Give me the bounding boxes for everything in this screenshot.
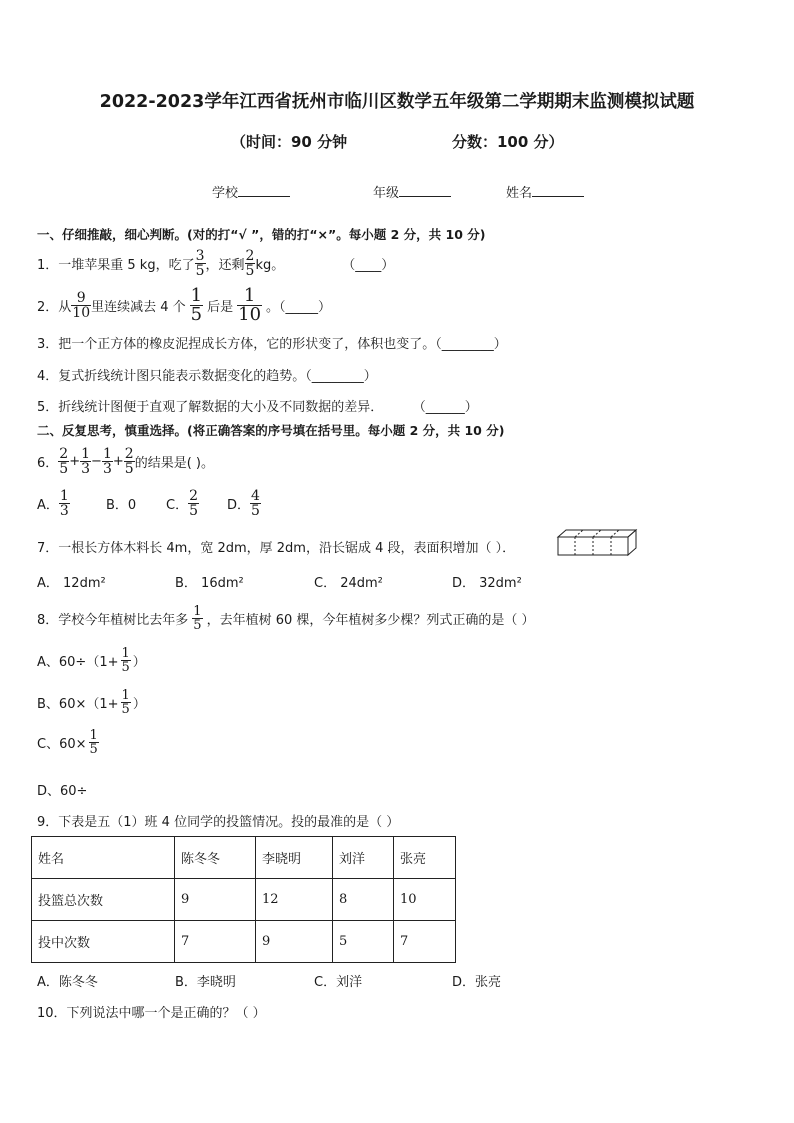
question-4: 4．复式折线统计图只能表示数据变化的趋势。（________） bbox=[37, 369, 377, 384]
table-cell: 9 bbox=[256, 921, 333, 963]
table-row bbox=[32, 921, 456, 963]
q8-option-a[interactable]: A、60÷（1+ $\frac{1}{5}$ ） bbox=[37, 645, 146, 675]
q6-option-d[interactable]: D． $\frac{4}{5}$ bbox=[227, 487, 260, 519]
q8-text-b: ，去年植树 60 棵，今年植树多少棵？列式正确的是（ ） bbox=[206, 612, 535, 628]
q6-term-3: $\frac{1}{3}$ bbox=[102, 445, 112, 477]
q8-option-b[interactable]: B、60×（1+ $\frac{1}{5}$ ） bbox=[37, 687, 146, 717]
q6-option-a[interactable]: A． $\frac{1}{3}$ bbox=[37, 487, 69, 519]
q6-term-2: $\frac{1}{3}$ bbox=[81, 445, 91, 477]
q6-label: 6． bbox=[37, 455, 59, 471]
q8-option-c-fraction: $\frac{1}{5}$ bbox=[89, 727, 98, 757]
q6-op-2: − bbox=[91, 453, 102, 469]
table-row bbox=[32, 879, 456, 921]
q1-fraction-left: $\frac{2}{5}$ bbox=[245, 247, 255, 279]
name-blank[interactable] bbox=[532, 184, 584, 197]
q8-text-a: 8．学校今年植树比去年多 bbox=[37, 612, 189, 628]
section1-heading: 一、仔细推敲，细心判断。(对的打“√ ”，错的打“×”。每小题 2 分，共 10 分) bbox=[37, 227, 486, 242]
question-6 bbox=[37, 442, 214, 480]
q1-text-b: ，还剩 bbox=[205, 257, 245, 273]
school-blank[interactable] bbox=[238, 184, 290, 197]
table-header-cell: 姓名 bbox=[32, 837, 175, 879]
q9-option-c[interactable]: C．刘洋 bbox=[314, 975, 363, 990]
q9-option-b[interactable]: B．李晓明 bbox=[175, 975, 236, 990]
grade-blank[interactable] bbox=[399, 184, 451, 197]
q6-op-3: + bbox=[112, 453, 124, 469]
q6-options bbox=[37, 484, 277, 522]
table-header-cell: 陈冬冬 bbox=[175, 837, 256, 879]
q2-fraction-result: $\frac{1}{10}$ bbox=[238, 284, 262, 325]
q9-option-a[interactable]: A．陈冬冬 bbox=[37, 975, 98, 990]
school-label: 学校 bbox=[212, 186, 239, 201]
q6-op-1: + bbox=[69, 453, 81, 469]
table-header-cell: 刘洋 bbox=[333, 837, 394, 879]
q6-term-4: $\frac{2}{5}$ bbox=[124, 445, 134, 477]
question-2 bbox=[37, 285, 331, 325]
q6-option-c[interactable]: C． $\frac{2}{5}$ bbox=[166, 487, 198, 519]
exam-time: （时间：90 分钟 bbox=[231, 133, 348, 151]
q8-option-c[interactable]: C、60× $\frac{1}{5}$ bbox=[37, 727, 98, 757]
name-field[interactable] bbox=[506, 182, 584, 201]
q2-fraction-step: $\frac{1}{5}$ bbox=[190, 284, 203, 325]
question-9: 9．下表是五（1）班 4 位同学的投篮情况。投的最准的是（ ） bbox=[37, 815, 400, 830]
q2-text-a: 2．从 bbox=[37, 299, 72, 315]
table-cell: 7 bbox=[394, 921, 456, 963]
question-10: 10．下列说法中哪一个是正确的？（ ） bbox=[37, 1006, 266, 1021]
q6-option-c-fraction: $\frac{2}{5}$ bbox=[189, 487, 198, 519]
q2-fraction-start: $\frac{9}{10}$ bbox=[72, 289, 91, 321]
question-5 bbox=[37, 396, 478, 415]
q7-option-b[interactable]: B． 16dm² bbox=[175, 576, 244, 591]
q6-term-1: $\frac{2}{5}$ bbox=[59, 445, 69, 477]
table-header-cell: 张亮 bbox=[394, 837, 456, 879]
table-cell: 7 bbox=[175, 921, 256, 963]
q8-option-d[interactable]: D、60÷ bbox=[37, 784, 88, 799]
school-field[interactable] bbox=[212, 182, 290, 201]
wood-block-figure bbox=[556, 527, 638, 557]
q8-fraction: $\frac{1}{5}$ bbox=[193, 603, 202, 633]
table-cell: 8 bbox=[333, 879, 394, 921]
q1-text-c: kg。 bbox=[255, 257, 285, 273]
q8-option-b-fraction: $\frac{1}{5}$ bbox=[121, 687, 130, 717]
q6-option-d-fraction: $\frac{4}{5}$ bbox=[251, 487, 260, 519]
question-7: 7．一根长方体木料长 4m，宽 2dm，厚 2dm，沿长锯成 4 段，表面积增加（ ）． bbox=[37, 541, 516, 556]
q7-option-c[interactable]: C． 24dm² bbox=[314, 576, 383, 591]
q6-tail: 的结果是( )。 bbox=[134, 455, 214, 471]
q7-option-a[interactable]: A． 12dm² bbox=[37, 576, 106, 591]
q5-text: 5．折线统计图便于直观了解数据的大小及不同数据的差异． bbox=[37, 400, 384, 415]
q6-option-a-fraction: $\frac{1}{3}$ bbox=[59, 487, 69, 519]
table-header-cell: 李晓明 bbox=[256, 837, 333, 879]
q6-option-b[interactable]: B．0 bbox=[106, 497, 137, 513]
question-3: 3．把一个正方体的橡皮泥捏成长方体，它的形状变了，体积也变了。（________） bbox=[37, 337, 507, 352]
table-cell: 投中次数 bbox=[32, 921, 175, 963]
q5-answer-paren[interactable]: （______） bbox=[419, 400, 478, 415]
table-cell: 9 bbox=[175, 879, 256, 921]
table-header-row bbox=[32, 837, 456, 879]
name-label: 姓名 bbox=[506, 186, 533, 201]
question-8 bbox=[37, 598, 535, 638]
q2-text-c: 后是 bbox=[207, 299, 234, 315]
page-title: 2022-2023学年江西省抚州市临川区数学五年级第二学期期末监测模拟试题 bbox=[99, 92, 695, 112]
q1-answer-paren[interactable]: （____） bbox=[342, 257, 395, 273]
question-1 bbox=[37, 245, 394, 281]
q8-option-a-fraction: $\frac{1}{5}$ bbox=[121, 645, 130, 675]
q7-option-d[interactable]: D． 32dm² bbox=[452, 576, 522, 591]
table-cell: 10 bbox=[394, 879, 456, 921]
grade-label: 年级 bbox=[373, 186, 400, 201]
q9-option-d[interactable]: D．张亮 bbox=[452, 975, 502, 990]
table-cell: 5 bbox=[333, 921, 394, 963]
exam-score: 分数：100 分） bbox=[452, 133, 564, 151]
q1-fraction-eaten: $\frac{3}{5}$ bbox=[195, 247, 205, 279]
q2-text-d[interactable]: 。（_____） bbox=[266, 299, 332, 315]
q1-text-a: 1．一堆苹果重 5 kg，吃了 bbox=[37, 257, 195, 273]
grade-field[interactable] bbox=[373, 182, 451, 201]
table-cell: 投篮总次数 bbox=[32, 879, 175, 921]
table-cell: 12 bbox=[256, 879, 333, 921]
shooting-table bbox=[31, 836, 456, 963]
q2-text-b: 里连续减去 4 个 bbox=[91, 299, 186, 315]
section2-heading: 二、反复思考，慎重选择。(将正确答案的序号填在括号里。每小题 2 分，共 10 分) bbox=[37, 423, 505, 438]
